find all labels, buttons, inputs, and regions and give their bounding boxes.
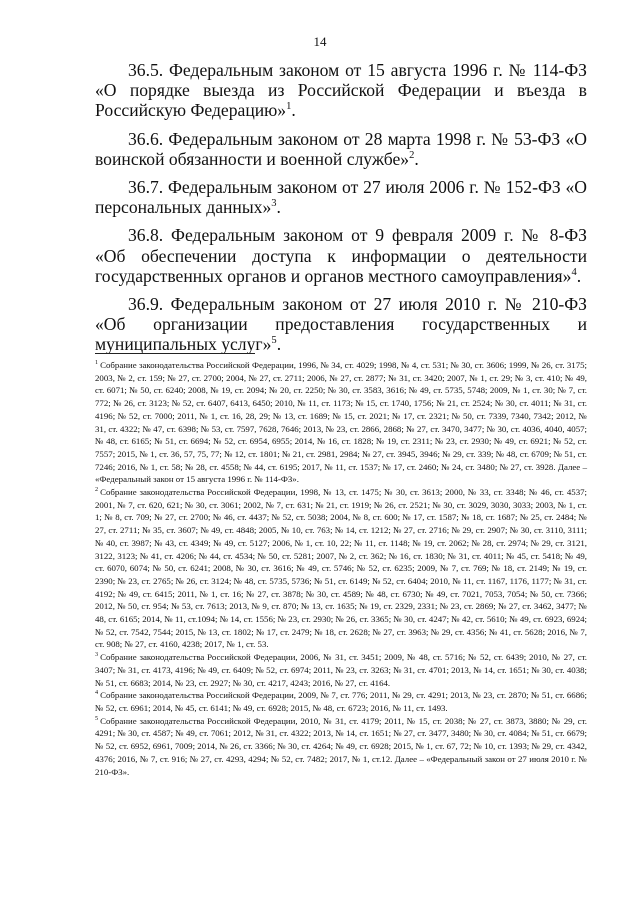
- footnote-ref[interactable]: 2: [409, 149, 415, 161]
- paragraph-text: 36.8. Федеральным законом от 9 февраля 2009 г. № 8-ФЗ «Об обеспечении доступа к информации о деятельности государственных органов и органов местного самоуправления»: [95, 225, 587, 286]
- footnote-text: Собрание законодательства Российской Федерации, 2010, № 31, ст. 4179; 2011, № 15, ст. 2038; № 27, ст. 3873, 3880; № 29, ст. 4291; № 30, ст. 4587; № 49, ст. 7061; 2012, № 31, ст. 4322; 2013, № 14, ст. 1651; № 27, ст. 3477, 3480; № 30, ст. 4084; № 51, ст. 6679; № 52, ст. 6952, 6961, 7009; 2014, № 26, ст. 3366; № 30, ст. 4264; № 49, ст. 6928; 2015, № 1, ст. 67, 72; № 10, ст. 1393; № 29, ст. 4342, 4376; 2016, № 7, ст. 916; № 27, ст. 4293, 4294; № 52, ст. 7482; 2017, № 1, ст.12. Далее – «Федеральный закон от 27 июля 2010 г. № 210-ФЗ».: [95, 715, 587, 777]
- paragraph-tail: .: [414, 148, 419, 169]
- footnote-text: Собрание законодательства Российской Федерации, 1998, № 13, ст. 1475; № 30, ст. 3613; 2000, № 33, ст. 3348; № 46, ст. 4537; 2001, № 7, ст. 620, 621; № 30, ст. 3061; 2002, № 7, ст. 631; № 21, ст. 1919; № 26, ст. 2521; № 30, ст. 3029, 3030, 3033; 2003, № 1, ст. 1; № 8, ст. 709; № 27, ст. 2700; № 46, ст. 4437; № 52, ст. 5038; 2004, № 8, ст. 600; № 17, ст. 1587; № 18, ст. 1687; № 25, ст. 2484; № 27, ст. 2711; № 35, ст. 3607; № 49, ст. 4848; 2005, № 10, ст. 763; № 14, ст. 1212; № 27, ст. 2716; № 29, ст. 2907; № 30, ст. 3110, 3111; № 40, ст. 3987; № 43, ст. 4349; № 49, ст. 5127; 2006, № 1, ст. 10, 22; № 11, ст. 1148; № 19, ст. 2062; № 28, ст. 2974; № 29, ст. 3121, 3122, 3123; № 41, ст. 4206; № 44, ст. 4534; № 50, ст. 5281; 2007, № 2, ст. 362; № 16, ст. 1830; № 31, ст. 4011; № 45, ст. 5418; № 49, ст. 6070, 6074; № 50, ст. 6241; 2008, № 30, ст. 3616; № 49, ст. 5746; № 52, ст. 6235; 2009, № 7, ст. 769; № 18, ст. 2149; № 19, ст. 2390; № 23, ст. 2765; № 26, ст. 3124; № 48, ст. 5735, 5736; № 51, ст. 6149; № 52, ст. 6404; 2010, № 11, ст. 1167, 1176, 1177; № 31, ст. 4192; № 49, ст. 6415; 2011, № 1, ст. 16; № 27, ст. 3878; № 30, ст. 4589; № 48, ст. 6730; № 49, ст. 7021, 7053, 7054; № 50, ст. 7366; 2012, № 50, ст. 954; № 53, ст. 7613; 2013, № 9, ст. 870; № 13, ст. 1635; № 19, ст. 2329, 2331; № 23, ст. 2869; № 27, ст. 3462, 3477; № 48, ст. 6165; 2014, № 11, ст.1094; № 14, ст. 1556; № 23, ст. 2930; № 26, ст. 3365; № 30, ст. 4247; № 42, ст. 5610; № 49, ст. 6923, 6924; № 52, ст. 7542, 7544; 2015, № 13, ст. 1802; № 17, ст. 2479; № 18, ст. 2628; № 27, ст. 3963; № 29, ст. 4356; № 41, ст. 5628; 2016, № 7, ст. 908; № 27, ст. 4160, 4238; 2017, № 1, ст. 53.: [95, 487, 587, 650]
- page-number: 14: [313, 34, 327, 49]
- footnote-number: 3: [95, 651, 99, 659]
- paragraph-text: 36.6. Федеральным законом от 28 марта 1998 г. № 53-ФЗ «О воинской обязанности и военной службе»: [95, 128, 587, 169]
- paragraph-text: 36.5. Федеральным законом от 15 августа 1996 г. № 114-ФЗ «О порядке выезда из Российской Федерации и въезда в Российскую Федерацию»: [95, 60, 587, 121]
- footnote-divider: [95, 353, 255, 354]
- paragraph-text: 36.9. Федеральным законом от 27 июля 2010 г. № 210-ФЗ «Об организации предоставления государственных и муниципальных услуг»: [95, 294, 587, 355]
- footnote-number: 2: [95, 486, 99, 494]
- paragraph-tail: .: [291, 100, 296, 121]
- footnote: [95, 651, 587, 689]
- paragraph-tail: .: [276, 197, 281, 218]
- footnote-ref[interactable]: 3: [271, 198, 277, 210]
- list-item: [95, 177, 587, 217]
- footnote-text: Собрание законодательства Российской Федерации, 2009, № 7, ст. 776; 2011, № 29, ст. 4291; 2013, № 23, ст. 2870; № 51, ст. 6686; № 52, ст. 6961; 2014, № 45, ст. 6141; № 49, ст. 6928; 2015, № 48, ст. 6723; 2016, № 11, ст. 1493.: [95, 690, 587, 713]
- footnote: [95, 359, 587, 486]
- footnote-ref[interactable]: 4: [571, 266, 577, 278]
- paragraph-text: 36.7. Федеральным законом от 27 июля 2006 г. № 152-ФЗ «О персональных данных»: [95, 177, 587, 218]
- footnote-number: 1: [95, 359, 99, 367]
- list-item: [95, 294, 587, 355]
- footnote: [95, 715, 587, 779]
- list-item: [95, 60, 587, 121]
- footnote: [95, 486, 587, 651]
- paragraph-tail: .: [276, 334, 282, 355]
- footnote-ref[interactable]: 1: [286, 101, 292, 113]
- footnote-text: Собрание законодательства Российской Федерации, 1996, № 34, ст. 4029; 1998, № 4, ст. 531; № 30, ст. 3606; 1999, № 26, ст. 3175; 2003, № 2, ст. 159; № 27, ст. 2700; 2004, № 27, ст. 2711; 2006, № 27, ст. 2877; № 31, ст. 3420; 2007, № 1, ст. 29; № 3, ст. 410; № 49, ст. 6071; № 50, ст. 6240; 2008, № 19, ст. 2094; № 20, ст. 2250; № 30, ст. 3583, 3616; № 49, ст. 5735, 5748; 2009, № 1, ст. 30; № 7, ст. 772; № 26, ст. 3123; № 52, ст. 6407, 6413, 6450; 2010, № 11, ст. 1173; № 15, ст. 1740, 1756; № 21, ст. 2524; № 30, ст. 4011; № 31, ст. 4196; № 52, ст. 7000; 2011, № 1, ст. 16, 28, 29; № 13, ст. 1689; № 15, ст. 2021; № 17, ст. 2321; № 50, ст. 7339, 7340, 7342; 2012, № 31, ст. 4322; № 47, ст. 6398; № 53, ст. 7597, 7628, 7646; 2013, № 23, ст. 2866, 2868; № 27, ст. 3470, 3477; № 30, ст. 4036, 4040, 4057; № 48, ст. 6165; № 51, ст. 6694; № 52, ст. 6954, 6955; 2014, № 16, ст. 1828; № 19, ст. 2311; № 23, ст. 2930; № 49, ст. 6921; № 52, ст. 7557; 2015, № 1, ст. 36, 57, 75, 77; № 12, ст. 1801; № 21, ст. 2981, 2984; № 27, ст. 3945, 3946; № 29, ст. 339; № 48, ст. 6709; № 51, ст. 7246; 2016, № 1, ст. 58; № 28, ст. 4558; № 44, ст. 6195; 2017, № 11, ст. 1537; № 17, ст. 2460; № 24, ст. 3480; № 27, ст. 3928. Далее – «Федеральный закон от 15 августа 1996 г. № 114-ФЗ».: [95, 360, 587, 485]
- footnote-ref[interactable]: 5: [271, 335, 277, 347]
- footnote-number: 4: [95, 689, 99, 697]
- footnote: [95, 689, 587, 714]
- list-item: [95, 225, 587, 286]
- footnotes: [95, 359, 587, 778]
- footnote-number: 5: [95, 714, 99, 722]
- list-item: [95, 129, 587, 169]
- paragraph-tail: .: [576, 265, 582, 286]
- body-text: [95, 60, 587, 363]
- footnote-text: Собрание законодательства Российской Федерации, 2006, № 31, ст. 3451; 2009, № 48, ст. 5716; № 52, ст. 6439; 2010, № 27, ст. 3407; № 31, ст. 4173, 4196; № 49, ст. 6409; № 52, ст. 6974; 2011, № 23, ст. 3263; № 31, ст. 4701; 2013, № 14, ст. 1651; № 30, ст. 4038; № 51, ст. 6683; 2014, № 23, ст. 2927; № 30, ст. 4217, 4243; 2016, № 27, ст. 4164.: [95, 652, 587, 688]
